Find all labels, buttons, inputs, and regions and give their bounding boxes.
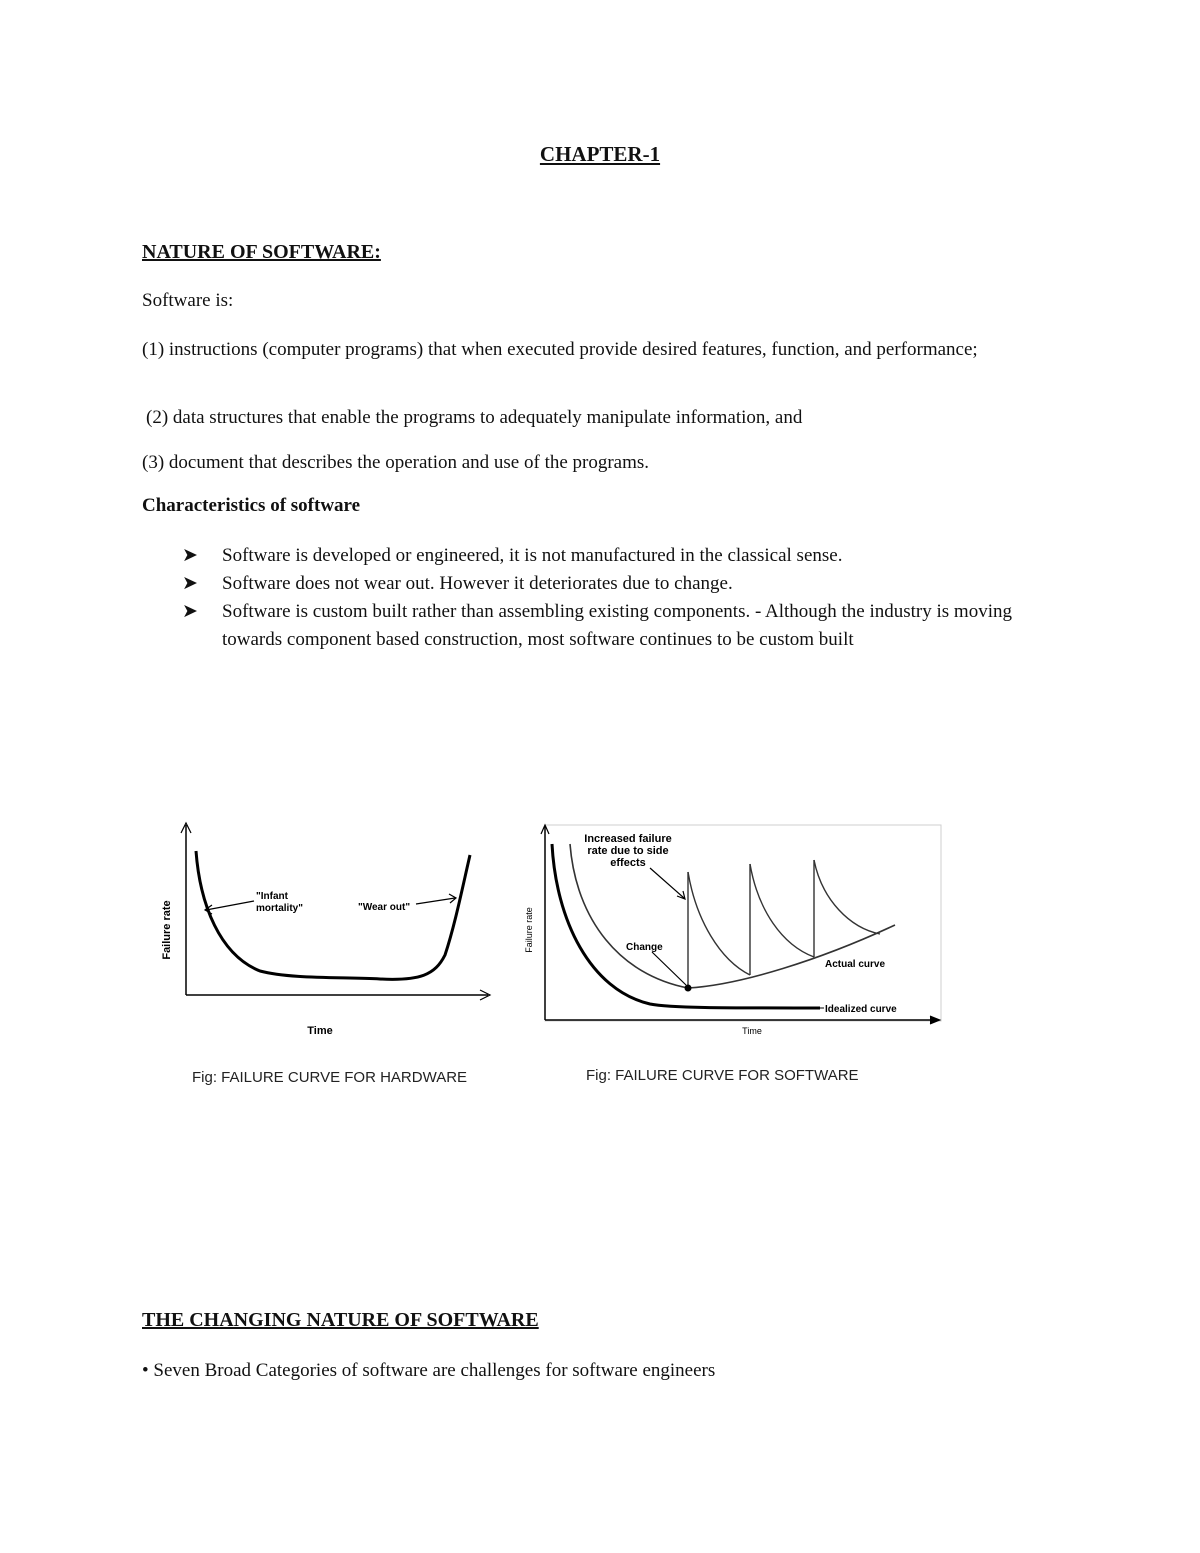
change-label: Change: [626, 942, 663, 953]
actual-curve-label: Actual curve: [825, 959, 886, 970]
idealized-curve: [552, 844, 820, 1008]
change-arrow: [652, 952, 686, 985]
list-item: [182, 570, 1082, 598]
arrow-bullet-icon: ➤: [182, 573, 198, 594]
wear-arrow: [416, 898, 455, 904]
x-axis-arrow-icon: [930, 1016, 940, 1024]
bathtub-curve: [196, 851, 470, 979]
infant-label-line1: "Infant: [256, 891, 288, 902]
list-item: [182, 598, 1082, 654]
change-point: [685, 985, 692, 992]
idealized-curve-label: Idealized curve: [825, 1004, 897, 1015]
wear-out-label: "Wear out": [358, 902, 411, 913]
increased-failure-label-line1: Increased failure: [584, 833, 672, 845]
categories-bullet: • Seven Broad Categories of software are challenges for software engineers: [142, 1360, 716, 1381]
hardware-y-label: Failure rate: [161, 900, 173, 960]
increased-failure-label-line2: rate due to side: [587, 845, 669, 857]
spike-2-decay: [750, 864, 814, 957]
software-y-label: Failure rate: [524, 907, 534, 953]
characteristics-heading: Characteristics of software: [142, 495, 361, 516]
list-item-3: (3) document that describes the operation and use of the programs.: [142, 452, 650, 473]
increased-failure-arrow: [650, 868, 684, 898]
hardware-x-label: Time: [307, 1025, 333, 1037]
section-heading-changing: THE CHANGING NATURE OF SOFTWARE: [142, 1309, 539, 1331]
infant-label-line2: mortality": [256, 903, 303, 914]
spike-3-decay: [814, 860, 880, 934]
characteristics-list: [182, 542, 1082, 654]
chapter-title: CHAPTER-1: [539, 142, 661, 166]
infant-arrow: [206, 901, 254, 910]
hardware-failure-curve-figure: [150, 815, 510, 1055]
section-heading-nature: NATURE OF SOFTWARE:: [142, 241, 381, 263]
arrow-bullet-icon: ➤: [182, 545, 198, 566]
intro-text: Software is:: [142, 290, 234, 311]
bullet-text: Software does not wear out. However it deteriorates due to change.: [222, 573, 733, 594]
increased-failure-label-line3: effects: [610, 857, 646, 869]
software-x-label: Time: [742, 1026, 762, 1036]
software-figure-caption: Fig: FAILURE CURVE FOR SOFTWARE: [586, 1067, 859, 1084]
list-item-1: (1) instructions (computer programs) that when executed provide desired features, function, and performance;: [142, 339, 978, 360]
list-item-2: (2) data structures that enable the programs to adequately manipulate information, and: [146, 407, 803, 428]
spike-1-decay: [688, 872, 750, 975]
bullet-text: Software is custom built rather than assembling existing components. - Although the industry is moving towards component based construction, most software continues to be custom built: [222, 601, 1012, 650]
list-item: [182, 542, 1082, 570]
bullet-text: Software is developed or engineered, it is not manufactured in the classical sense.: [222, 545, 843, 566]
arrow-bullet-icon: ➤: [182, 601, 198, 622]
software-failure-curve-figure: [520, 820, 950, 1040]
hardware-figure-caption: Fig: FAILURE CURVE FOR HARDWARE: [192, 1069, 468, 1086]
